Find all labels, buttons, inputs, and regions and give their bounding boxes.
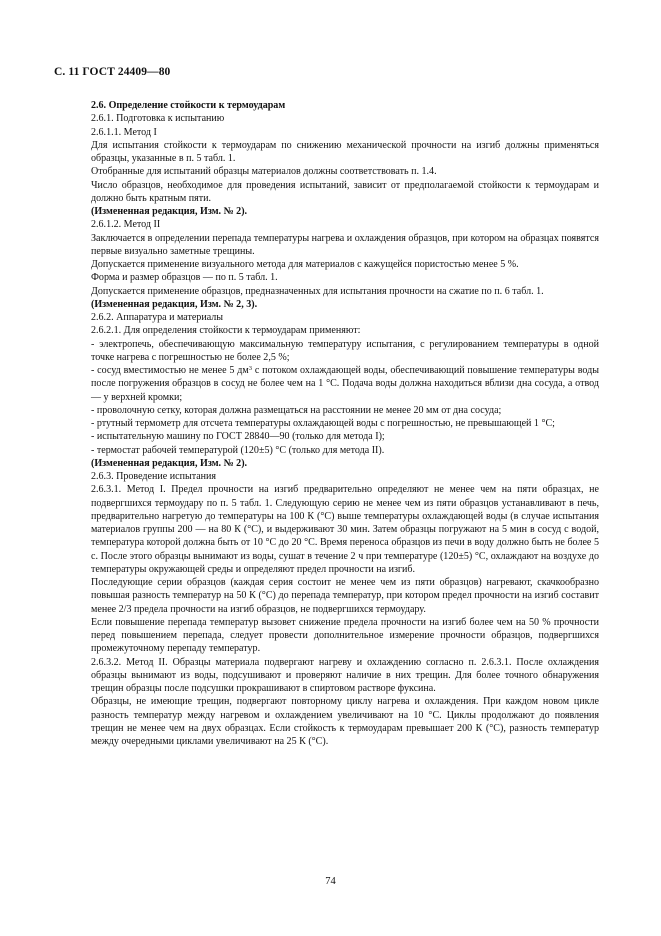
amendment-note: (Измененная редакция, Изм. № 2, 3).	[91, 298, 258, 310]
subsection-heading: 2.6.1. Подготовка к испытанию	[91, 113, 225, 125]
list-item: - проволочную сетку, которая должна размещаться на расстоянии не менее 20 мм от дна сосуда;	[91, 404, 502, 416]
subsection-heading: 2.6.2. Аппаратура и материалы	[91, 312, 224, 323]
list-item-text: - сосуд вместимостью не менее 5 дм	[91, 365, 249, 376]
page-number: 74	[325, 876, 336, 887]
document-body	[91, 99, 599, 748]
paragraph: 2.6.3.1. Метод I. Предел прочности на изгиб предварительно определяют не менее чем на пяти образцах, не подвергшихся термоудару по п. 5 табл. 1. Следующую серию не менее чем из пяти образцов устанавливают в печь, предварительно нагретую до температуры на 100 К (°С) выше температуры охлаждающей воды (в случае испытания материалов группы 200 — на 80 К (°С), и выдерживают 30 мин. Затем образцы погружают на 5 мин в сосуд с водой, температура которой должна быть от 10 °С до 20 °С. Время переноса образцов из печи в воду должно быть не более 5 с. После этого образцы вынимают из воды, сушат в течение 2 ч при температуре (120±5) °С, охлаждают на воздухе до температуры окружающей среды и определяют предел прочности на изгиб.	[91, 484, 599, 575]
list-item: - электропечь, обеспечивающую максимальную температуру испытания, с регулированием температуры в одной точке нагрева с погрешностью не более 2,5 %;	[91, 338, 599, 363]
list-item: - испытательную машину по ГОСТ 28840—90 (только для метода I);	[91, 431, 385, 443]
list-item: - ртутный термометр для отсчета температуры охлаждающей воды с погрешностью, не превышающей 1 °С;	[91, 418, 555, 429]
paragraph: Отобранные для испытаний образцы материалов должны соответствовать п. 1.4.	[91, 166, 437, 178]
amendment-note: (Измененная редакция, Изм. № 2).	[91, 457, 248, 469]
superscript: 3	[248, 365, 252, 372]
paragraph: Число образцов, необходимое для проведения испытаний, зависит от предполагаемой стойкости к термоударам и должно быть кратным пяти.	[91, 179, 599, 204]
list-item	[91, 364, 599, 404]
method-heading: 2.6.1.2. Метод II	[91, 219, 161, 231]
amendment-note: (Измененная редакция, Изм. № 2).	[91, 206, 248, 217]
subsection-heading: 2.6.3. Проведение испытания	[91, 471, 217, 482]
list-item-text: с потоком охлаждающей воды, обеспечивающий повышение температуры воды после погружения образцов в сосуд не более чем на 1 °С. Подача воды должна находиться вблизи дна сосуда, а отвод — у верхней кромки;	[91, 365, 599, 403]
paragraph: Для испытания стойкости к термоударам по снижению механической прочности на изгиб должны применяться образцы, указанные в п. 5 табл. 1.	[91, 139, 599, 164]
page-header: С. 11 ГОСТ 24409—80	[54, 66, 171, 78]
paragraph: Допускается применение визуального метода для материалов с кажущейся пористостью менее 5 %.	[91, 259, 519, 270]
section-heading: 2.6. Определение стойкости к термоударам	[91, 100, 286, 111]
paragraph: Форма и размер образцов — по п. 5 табл. 1.	[91, 272, 278, 284]
paragraph: Если повышение перепада температур вызовет снижение предела прочности на изгиб более чем на 50 % прочности перед повышением перепада, следует провести дополнительное измерение прочности образцов, подвергшихся промежуточному перепаду температур.	[91, 616, 599, 655]
paragraph: Образцы, не имеющие трещин, подвергают повторному циклу нагрева и охлаждения. При каждом новом цикле разность температур между нагревом и охлаждением увеличивают на 10 °С. Циклы продолжают до появления трещин не менее чем на двух образцах. Если стойкость к термоударам превышает 200 К (°С), разность температур между очередными циклами увеличивают на 25 К (°С).	[91, 696, 599, 747]
paragraph: Последующие серии образцов (каждая серия состоит не менее чем из пяти образцов) нагревают, скачкообразно повышая разность температур на 50 К (°С) до перепада температур, при котором предел прочности на изгиб составит менее 2/3 предела прочности на изгиб образцов, не подвергшихся термоудару.	[91, 577, 599, 615]
paragraph: Заключается в определении перепада температуры нагрева и охлаждения образцов, при котором на образцах появятся первые визуально заметные трещины.	[91, 232, 599, 257]
method-heading: 2.6.1.1. Метод I	[91, 126, 157, 138]
paragraph: 2.6.3.2. Метод II. Образцы материала подвергают нагреву и охлаждению согласно п. 2.6.3.1. После охлаждения образцы вынимают из воды, подсушивают и проверяют наличие в них трещин. Для более точного обнаружения трещин образцы после подсушки прокрашивают в спиртовом растворе фуксина.	[91, 656, 599, 694]
paragraph: Допускается применение образцов, предназначенных для испытания прочности на сжатие по п. 6 табл. 1.	[91, 285, 544, 297]
paragraph: 2.6.2.1. Для определения стойкости к термоударам применяют:	[91, 325, 361, 337]
list-item: - термостат рабочей температурой (120±5) °С (только для метода II).	[91, 444, 385, 456]
